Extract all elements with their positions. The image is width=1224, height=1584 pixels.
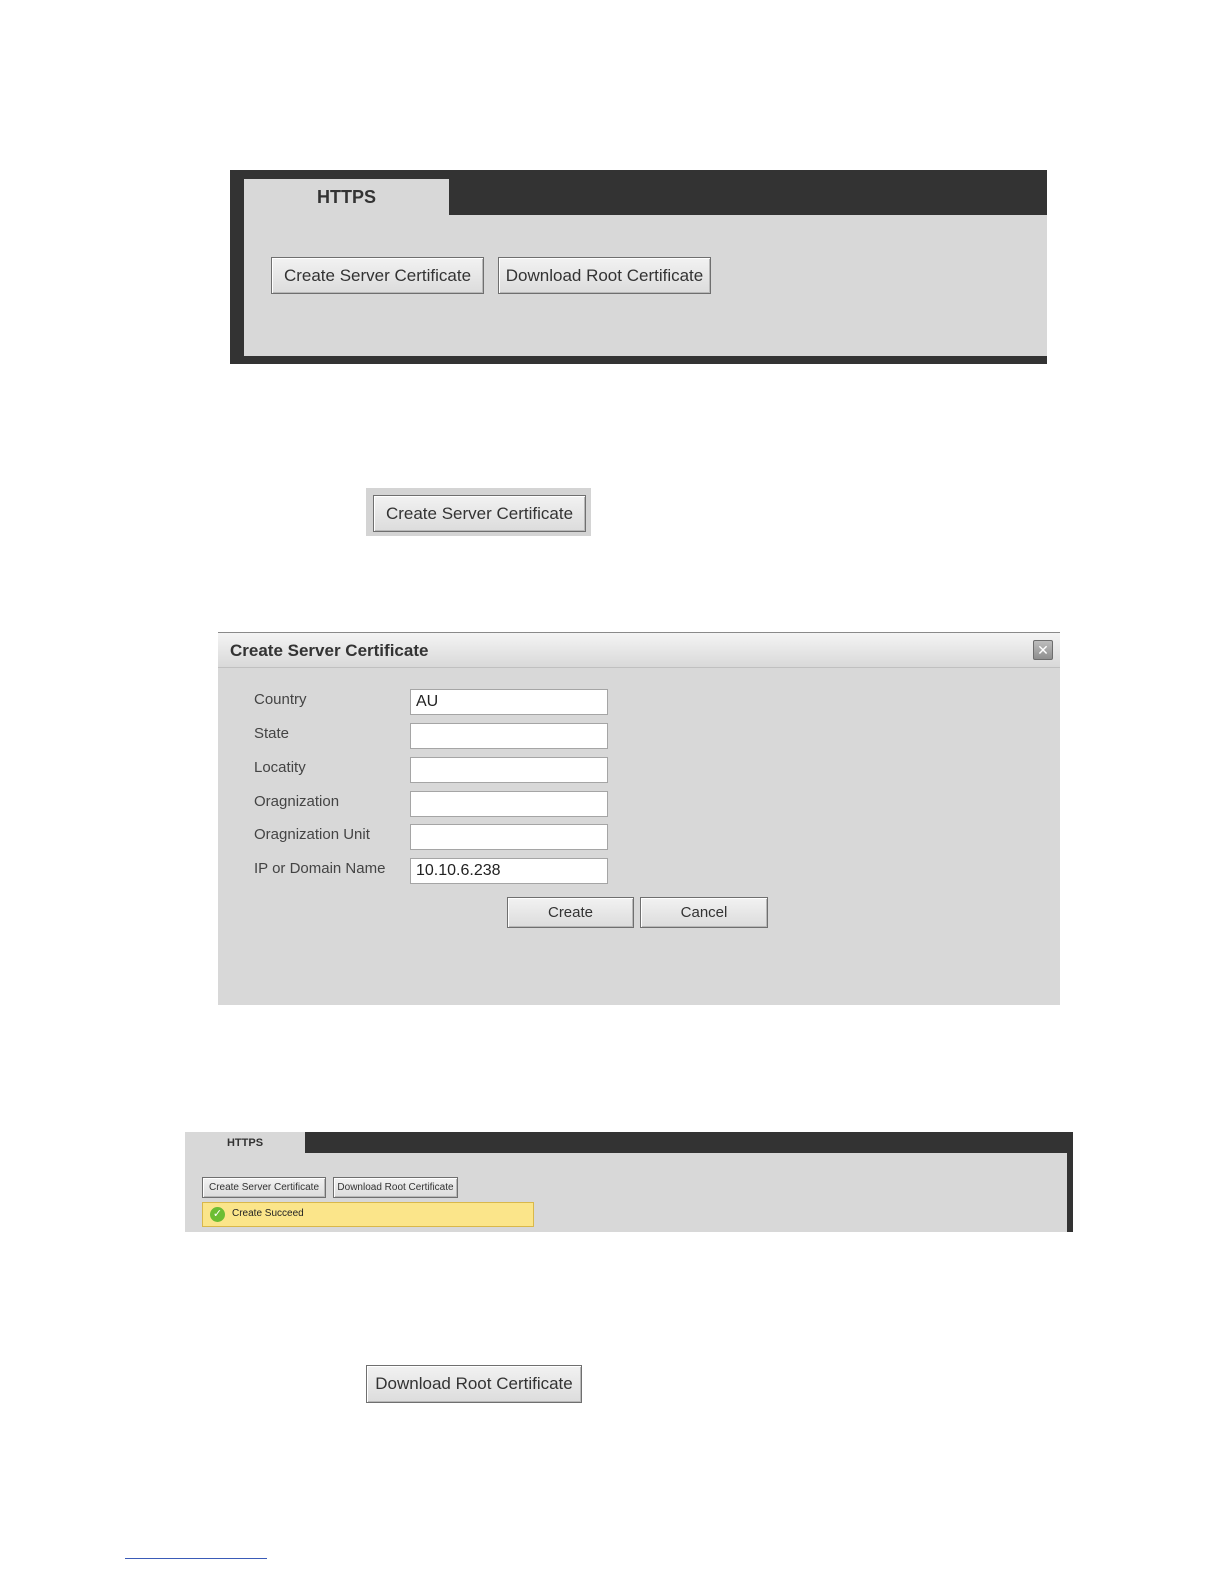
status-message-text: Create Succeed [232,1208,304,1219]
organization-unit-label: Oragnization Unit [254,826,370,843]
cancel-button[interactable]: Cancel [640,897,768,928]
create-button[interactable]: Create [507,897,634,928]
create-server-certificate-dialog [218,632,1060,1005]
state-field[interactable] [410,723,608,749]
create-server-certificate-button[interactable]: Create Server Certificate [271,257,484,294]
dialog-title: Create Server Certificate [230,641,429,660]
create-server-certificate-button[interactable]: Create Server Certificate [202,1177,326,1198]
ip-domain-field[interactable] [410,858,608,884]
organization-label: Oragnization [254,793,340,810]
https-panel-small [185,1132,1073,1232]
tab-https[interactable] [185,1132,305,1153]
https-panel-body [244,215,1047,356]
check-circle-icon: ✓ [210,1207,225,1222]
close-icon[interactable]: ✕ [1033,640,1053,660]
https-panel [230,170,1047,364]
country-field[interactable] [410,689,608,715]
download-root-certificate-button[interactable]: Download Root Certificate [498,257,711,294]
status-message [202,1202,534,1227]
ip-domain-label: IP or Domain Name [254,860,386,877]
download-root-certificate-button[interactable]: Download Root Certificate [333,1177,458,1198]
footnote-divider [125,1558,267,1559]
download-root-certificate-button[interactable]: Download Root Certificate [366,1365,582,1403]
state-label: State [254,725,290,742]
create-certificate-button-callout [366,488,591,536]
organization-field[interactable] [410,791,608,817]
locality-label: Locatity [254,759,306,776]
dialog-titlebar [218,633,1060,668]
create-server-certificate-button[interactable]: Create Server Certificate [373,495,586,532]
tab-https[interactable] [244,179,449,216]
organization-unit-field[interactable] [410,824,608,850]
country-label: Country [254,691,307,708]
tab-https-label: HTTPS [226,1136,264,1149]
tab-https-label: HTTPS [316,187,376,207]
locality-field[interactable] [410,757,608,783]
